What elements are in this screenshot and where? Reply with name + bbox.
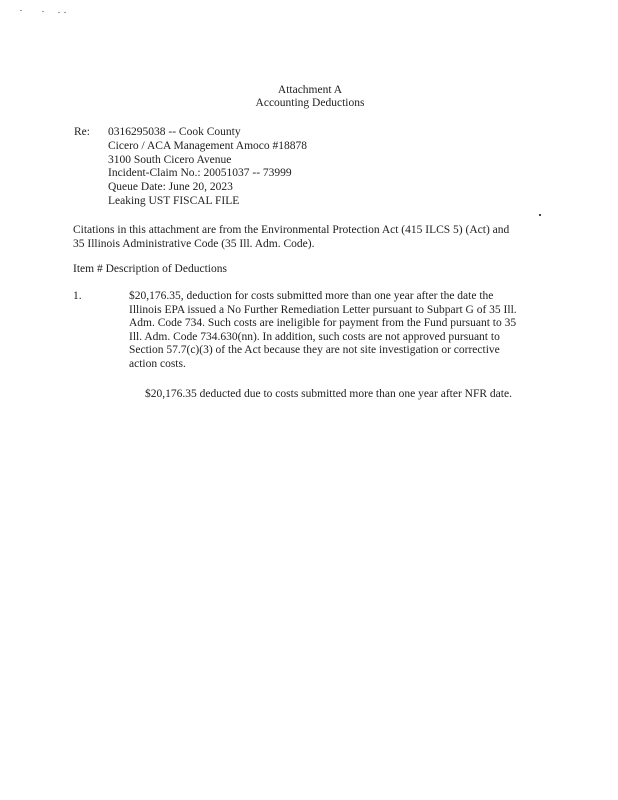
scan-dot bbox=[539, 214, 541, 216]
scan-speck bbox=[64, 12, 66, 13]
re-line: Cicero / ACA Management Amoco #18878 bbox=[108, 139, 307, 152]
citations-paragraph bbox=[73, 223, 543, 251]
item-line: Adm. Code 734. Such costs are ineligible for payment from the Fund pursuant to 35 bbox=[129, 317, 517, 330]
scan-speck bbox=[42, 11, 44, 12]
document-subtitle: Accounting Deductions bbox=[255, 97, 365, 109]
citations-line: Citations in this attachment are from the Environmental Protection Act (415 ILCS 5) (Act) and bbox=[73, 224, 510, 236]
citations-line: 35 Illinois Administrative Code (35 Ill. Adm. Code). bbox=[73, 238, 315, 250]
scan-speck bbox=[58, 12, 60, 13]
re-block bbox=[108, 126, 307, 209]
item-description bbox=[129, 290, 549, 372]
scan-specks bbox=[20, 8, 80, 14]
item-line: action costs. bbox=[129, 357, 186, 370]
re-line: 0316295038 -- Cook County bbox=[108, 126, 241, 138]
item-number: 1. bbox=[73, 290, 82, 302]
item-line: Ill. Adm. Code 734.630(nn). In addition, such costs are not approved pursuant to bbox=[129, 330, 500, 343]
scan-speck bbox=[20, 10, 22, 11]
document-header bbox=[220, 84, 400, 110]
deduction-summary: $20,176.35 deducted due to costs submitted more than one year after NFR date. bbox=[145, 388, 512, 400]
re-line: Leaking UST FISCAL FILE bbox=[108, 194, 240, 207]
item-line: Illinois EPA issued a No Further Remediation Letter pursuant to Subpart G of 35 Ill. bbox=[129, 303, 517, 316]
re-line: 3100 South Cicero Avenue bbox=[108, 153, 232, 166]
re-line: Queue Date: June 20, 2023 bbox=[108, 181, 233, 194]
item-line: Section 57.7(c)(3) of the Act because they are not site investigation or corrective bbox=[129, 344, 500, 357]
re-label: Re: bbox=[74, 126, 90, 138]
item-line: $20,176.35, deduction for costs submitted more than one year after the date the bbox=[129, 290, 494, 302]
items-header: Item # Description of Deductions bbox=[73, 263, 227, 275]
document-title: Attachment A bbox=[277, 84, 343, 96]
re-line: Incident-Claim No.: 20051037 -- 73999 bbox=[108, 167, 292, 180]
